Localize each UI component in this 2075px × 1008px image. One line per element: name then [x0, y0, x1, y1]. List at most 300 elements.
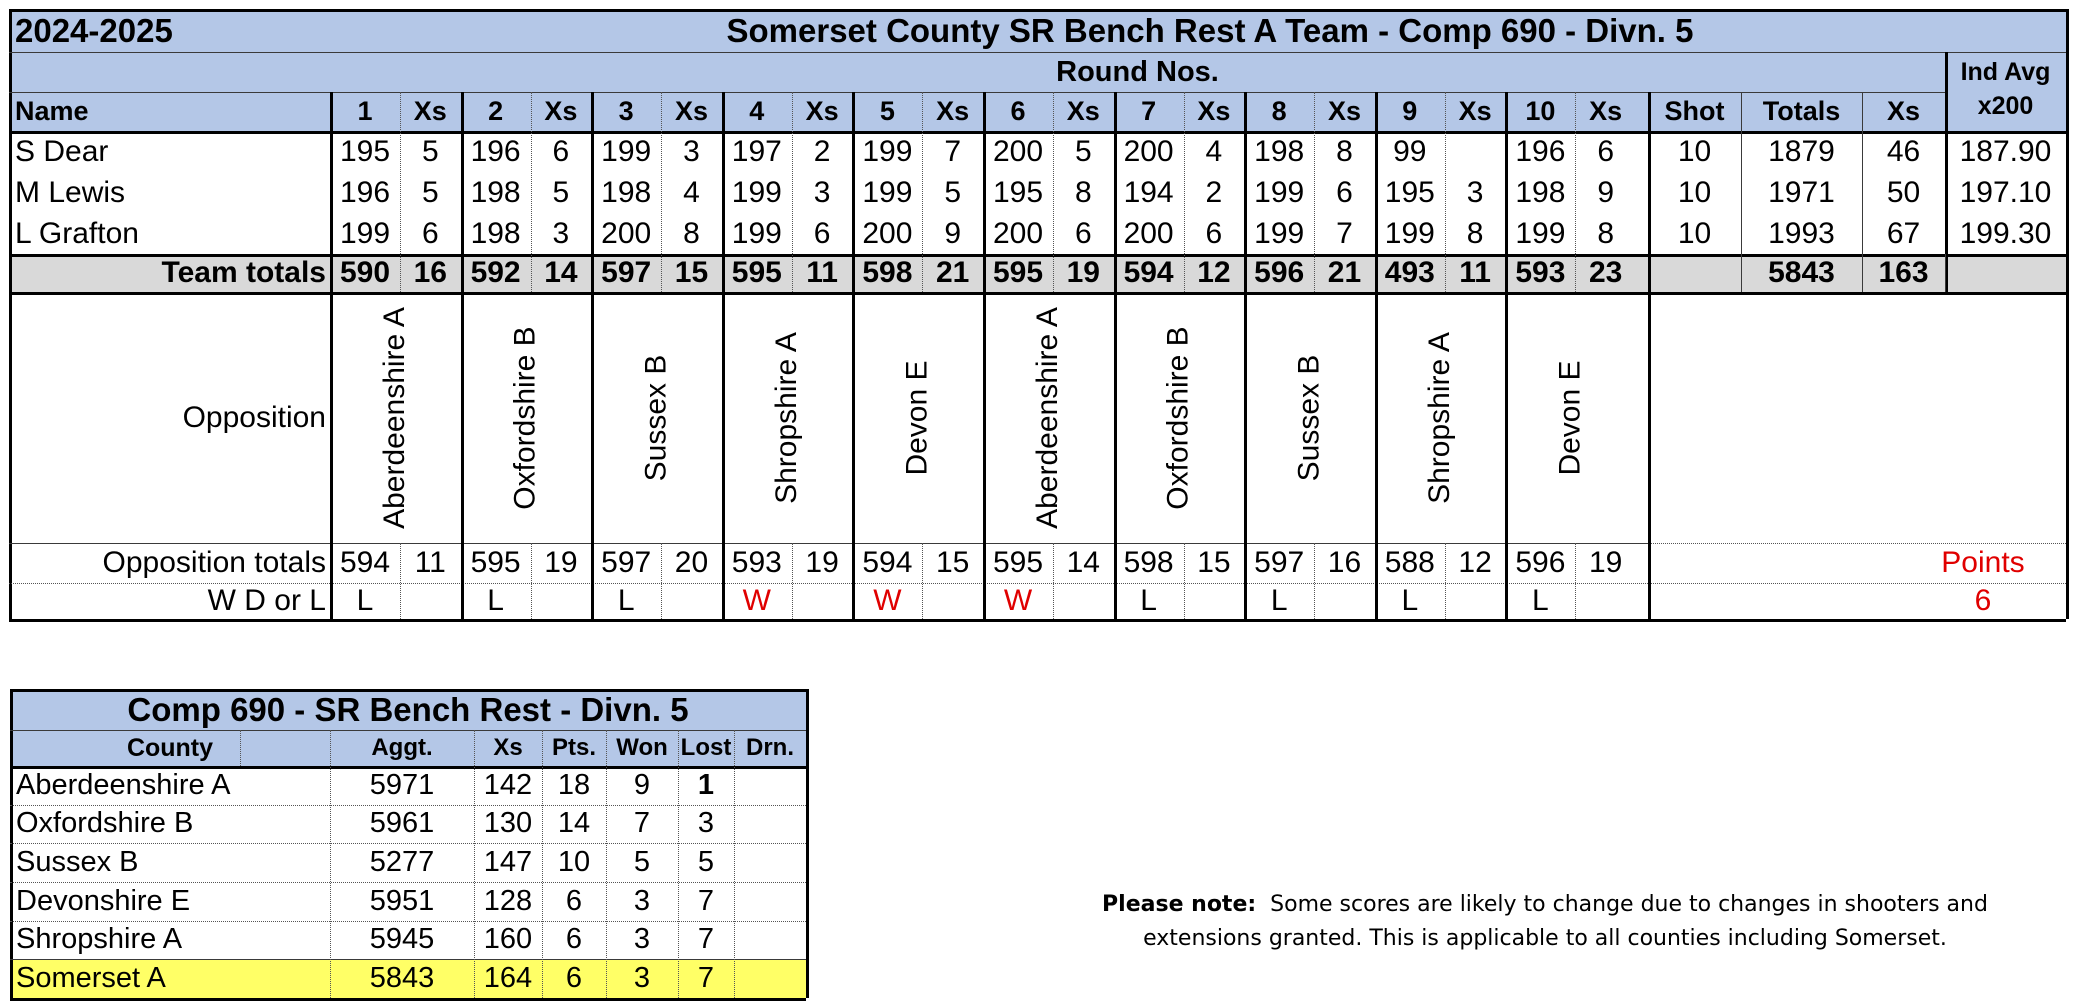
league-pts-cell: 10: [557, 846, 591, 879]
grid-line: [1375, 92, 1378, 619]
opposition-name: [330, 292, 461, 543]
league-header-pts: Pts.: [551, 734, 596, 761]
player-xs: 9: [1597, 175, 1615, 209]
opposition-xs: 15: [936, 546, 970, 579]
player-score: 99: [1393, 134, 1427, 168]
opposition-name: [722, 292, 853, 543]
league-lost-cell: 3: [697, 807, 715, 840]
team-score: 598: [862, 256, 913, 289]
grid-line: [1184, 543, 1185, 619]
opposition-xs: 14: [1066, 546, 1100, 579]
opposition-totals-label: Opposition totals: [102, 546, 326, 579]
season-label: 2024-2025: [15, 11, 173, 49]
player-score: 196: [470, 134, 521, 168]
league-xs-cell: 164: [483, 962, 533, 995]
player-score: 200: [601, 216, 652, 250]
result-value: W: [742, 584, 771, 617]
team-xs: 19: [1066, 256, 1100, 289]
opposition-name-text: Aberdeenshire A: [1031, 306, 1065, 529]
league-header-won: Won: [616, 734, 668, 761]
opposition-name-text: Oxfordshire B: [1161, 325, 1195, 510]
grid-line: [606, 730, 607, 998]
grid-line: [678, 730, 679, 998]
league-won-cell: 7: [633, 807, 651, 840]
grid-line: [10, 843, 806, 844]
player-score: 198: [1254, 134, 1305, 168]
opposition-score: 597: [601, 546, 652, 579]
player-xs: 8: [1597, 216, 1615, 250]
player-xs: 6: [1597, 134, 1615, 168]
player-score: 199: [862, 134, 913, 168]
player-score: 196: [339, 175, 391, 209]
player-score: 200: [992, 134, 1044, 168]
grid-line: [9, 9, 2066, 12]
opposition-name-text: Sussex B: [1292, 354, 1326, 481]
round-1-header: 1: [357, 96, 373, 126]
opposition-xs: 20: [674, 546, 709, 579]
league-county-cell: Aberdeenshire A: [16, 768, 231, 801]
opposition-name-text: Shropshire A: [770, 331, 804, 504]
league-drn-cell: [734, 766, 806, 805]
note-line-1: Some scores are likely to change due to changes in shooters and: [1270, 892, 1988, 917]
opposition-score: 596: [1515, 546, 1566, 579]
grid-line: [1314, 92, 1315, 292]
team-totals-avg-bg: [1945, 254, 2066, 292]
player-xs: 5: [552, 175, 570, 209]
team-score: 596: [1254, 256, 1305, 289]
league-xs-cell: 130: [483, 807, 533, 840]
name-header: Name: [15, 96, 89, 126]
player-xs: 2: [813, 134, 831, 168]
grid-line: [10, 689, 806, 692]
result-value: L: [1532, 584, 1549, 617]
player-name: M Lewis: [15, 175, 126, 209]
grid-line: [1114, 92, 1117, 619]
note-line-2: extensions granted. This is applicable to all counties including Somerset.: [1143, 926, 1947, 951]
opposition-score: 597: [1254, 546, 1305, 579]
grid-line: [9, 583, 1648, 584]
player-xs-total: 50: [1886, 175, 1921, 209]
player-score: 199: [601, 134, 652, 168]
player-score: 200: [992, 216, 1044, 250]
result-value: L: [356, 584, 374, 617]
grid-line: [10, 959, 806, 960]
grid-line: [1445, 92, 1446, 292]
team-score: 493: [1384, 256, 1435, 289]
grid-line: [9, 619, 2066, 622]
grid-line: [792, 543, 793, 619]
player-xs: 7: [1336, 216, 1353, 250]
result-value: W: [873, 584, 902, 617]
grid-line: [922, 92, 923, 292]
round-10-header: 10: [1525, 96, 1556, 126]
round-7-header: 7: [1141, 96, 1157, 126]
player-score: 194: [1123, 175, 1174, 209]
opposition-label: Opposition: [182, 400, 326, 434]
grid-line: [9, 92, 1945, 93]
player-xs: 7: [944, 134, 962, 168]
player-score: 200: [1123, 134, 1174, 168]
team-xs: 21: [936, 256, 970, 289]
opposition-name: [1244, 292, 1375, 543]
player-shot: 10: [1677, 134, 1712, 168]
opposition-xs: 19: [544, 546, 578, 579]
league-pts-cell: 6: [565, 923, 583, 956]
league-lost-cell: 7: [697, 962, 715, 995]
league-pts-cell: 18: [557, 768, 591, 801]
player-xs: 3: [1466, 175, 1484, 209]
team-xs: 12: [1197, 256, 1231, 289]
grid-line: [461, 92, 464, 619]
grid-line: [10, 805, 806, 806]
opposition-name-text: Sussex B: [639, 354, 673, 481]
player-total: 1993: [1768, 216, 1835, 250]
league-county-cell: Sussex B: [16, 846, 139, 879]
league-county-cell: Shropshire A: [16, 923, 183, 956]
player-score: 199: [1254, 175, 1305, 209]
player-score: 197: [731, 134, 782, 168]
player-xs: 8: [683, 216, 700, 250]
note-label: Please note:: [1102, 892, 1257, 917]
shot-header: Shot: [1664, 96, 1725, 126]
player-score: 198: [470, 216, 521, 250]
grid-line: [400, 92, 401, 292]
league-pts-cell: 6: [565, 884, 583, 917]
player-xs: 6: [1205, 216, 1223, 250]
player-xs: 3: [683, 134, 700, 168]
round-8-header: 8: [1271, 96, 1287, 126]
team-xs: 16: [413, 256, 447, 289]
player-xs: 5: [1074, 134, 1092, 168]
player-xs: 5: [944, 175, 962, 209]
league-header-aggt: Aggt.: [371, 734, 433, 761]
result-value: L: [1140, 584, 1157, 617]
team-score: 597: [601, 256, 652, 289]
player-shot: 10: [1677, 175, 1712, 209]
player-xs: 4: [683, 175, 700, 209]
team-score: 590: [339, 256, 391, 289]
team-xs: 23: [1589, 256, 1623, 289]
league-drn-cell: [734, 882, 806, 921]
xs-total-header: Xs: [1886, 96, 1921, 126]
player-xs: 6: [552, 134, 570, 168]
league-xs-cell: 147: [483, 846, 533, 879]
grid-line: [9, 52, 2066, 53]
grid-line: [10, 921, 806, 922]
player-score: 199: [731, 216, 782, 250]
league-lost-cell: 1: [697, 768, 715, 801]
opposition-name: [852, 292, 983, 543]
round-1-xs-header: Xs: [413, 96, 447, 126]
player-score: 199: [862, 175, 913, 209]
league-pts-cell: 6: [565, 962, 583, 995]
league-header-county: County: [126, 733, 214, 762]
player-score: 199: [1384, 216, 1435, 250]
round-9-xs-header: Xs: [1458, 96, 1492, 126]
opposition-score: 598: [1123, 546, 1174, 579]
grid-line: [591, 92, 594, 619]
team-xs: 11: [806, 256, 838, 289]
grid-line: [1244, 92, 1247, 619]
league-drn-cell: [734, 805, 806, 844]
league-lost-cell: 7: [697, 923, 715, 956]
player-xs: 9: [944, 216, 962, 250]
grid-line: [983, 92, 986, 619]
player-xs: 5: [421, 134, 439, 168]
opposition-name-text: Aberdeenshire A: [378, 306, 412, 529]
points-value: 6: [1974, 584, 1992, 617]
totals-header: Totals: [1762, 96, 1841, 126]
result-value: L: [1401, 584, 1419, 617]
sheet-title: Somerset County SR Bench Rest A Team - Comp 690 - Divn. 5: [726, 11, 1694, 49]
result-value: L: [617, 584, 635, 617]
player-xs: 8: [1466, 216, 1484, 250]
grid-line: [531, 543, 532, 619]
grid-line: [1575, 543, 1576, 619]
grid-line: [1445, 543, 1446, 619]
grid-line: [792, 92, 793, 292]
league-pts-cell: 14: [557, 807, 591, 840]
team-xs: 21: [1327, 256, 1362, 289]
round-7-xs-header: Xs: [1197, 96, 1231, 126]
player-xs: 8: [1336, 134, 1353, 168]
grid-line: [9, 543, 1648, 544]
team-score: 595: [731, 256, 782, 289]
grid-line: [852, 92, 855, 619]
league-drn-cell: [734, 959, 806, 998]
league-xs-cell: 128: [483, 884, 533, 917]
league-won-cell: 3: [633, 884, 651, 917]
player-xs: 3: [813, 175, 831, 209]
grid-line: [1575, 92, 1576, 292]
league-aggt-cell: 5945: [369, 923, 435, 956]
opposition-score: 595: [470, 546, 521, 579]
player-score: 199: [1254, 216, 1305, 250]
league-aggt-cell: 5951: [369, 884, 435, 917]
team-score: 594: [1123, 256, 1174, 289]
player-xs: 6: [813, 216, 831, 250]
ind-avg-label: Ind Avg: [1960, 57, 2051, 86]
opposition-name: [1375, 292, 1506, 543]
grid-line: [9, 9, 12, 619]
round-10-xs-header: Xs: [1589, 96, 1623, 126]
player-xs: 2: [1205, 175, 1223, 209]
grid-line: [1862, 92, 1863, 292]
grid-line: [2066, 9, 2069, 619]
team-totals-label: Team totals: [161, 256, 326, 289]
player-total: 1879: [1768, 134, 1835, 168]
opposition-name: [461, 292, 592, 543]
round-3-header: 3: [618, 96, 634, 126]
opposition-xs: 19: [805, 546, 839, 579]
player-name: S Dear: [15, 134, 109, 168]
team-xs: 11: [1459, 256, 1491, 289]
player-avg: 197.10: [1959, 175, 2052, 209]
team-xs: 15: [674, 256, 709, 289]
grid-line: [661, 543, 662, 619]
player-avg: 199.30: [1959, 216, 2052, 250]
grid-line: [10, 766, 806, 769]
opposition-xs: 19: [1589, 546, 1623, 579]
opposition-name-text: Devon E: [900, 359, 934, 476]
team-xs-total: 163: [1878, 256, 1929, 289]
player-xs: 6: [1074, 216, 1092, 250]
player-score: 198: [470, 175, 521, 209]
player-xs: 4: [1205, 134, 1223, 168]
player-score: 195: [1384, 175, 1435, 209]
grid-line: [922, 543, 923, 619]
grid-line: [661, 92, 662, 292]
grid-line: [1314, 543, 1315, 619]
league-xs-cell: 142: [483, 768, 533, 801]
league-header-lost: Lost: [680, 734, 732, 761]
league-aggt-cell: 5843: [369, 962, 435, 995]
grid-line: [1053, 92, 1054, 292]
player-score: 195: [339, 134, 391, 168]
league-won-cell: 9: [633, 768, 651, 801]
opposition-xs: 15: [1197, 546, 1231, 579]
player-xs: 6: [1336, 175, 1353, 209]
player-score: 199: [1515, 216, 1566, 250]
grid-line: [542, 730, 543, 998]
opposition-score: 594: [339, 546, 391, 579]
player-score: 199: [731, 175, 782, 209]
league-county-cell: Devonshire E: [16, 884, 191, 917]
round-4-xs-header: Xs: [805, 96, 839, 126]
team-score: 592: [470, 256, 521, 289]
round-5-header: 5: [879, 96, 895, 126]
grid-line: [722, 92, 725, 619]
league-won-cell: 5: [633, 846, 651, 879]
league-header-xs: Xs: [493, 734, 523, 761]
league-lost-cell: 7: [697, 884, 715, 917]
opposition-name-text: Shropshire A: [1423, 331, 1457, 504]
league-header-drn: Drn.: [746, 734, 794, 761]
opposition-score: 595: [992, 546, 1044, 579]
grid-line: [1741, 92, 1742, 292]
league-aggt-cell: 5961: [369, 807, 435, 840]
player-xs: 5: [421, 175, 439, 209]
league-won-cell: 3: [633, 962, 651, 995]
round-9-header: 9: [1402, 96, 1418, 126]
opposition-name: [591, 292, 722, 543]
result-value: W: [1003, 584, 1033, 617]
round-6-xs-header: Xs: [1066, 96, 1100, 126]
opposition-xs: 12: [1458, 546, 1492, 579]
player-xs: 8: [1074, 175, 1092, 209]
grid-line: [10, 730, 806, 731]
round-4-header: 4: [749, 96, 765, 126]
grid-line: [1648, 583, 2066, 584]
grid-line: [1648, 92, 1651, 619]
opposition-name: [1114, 292, 1245, 543]
grid-line: [330, 730, 331, 998]
player-xs: 6: [421, 216, 439, 250]
opposition-name: [983, 292, 1114, 543]
player-score: 196: [1515, 134, 1566, 168]
round-2-xs-header: Xs: [544, 96, 578, 126]
opposition-xs: 11: [414, 546, 446, 579]
opposition-score: 593: [731, 546, 782, 579]
grid-line: [10, 998, 806, 1001]
player-score: 199: [339, 216, 391, 250]
opposition-score: 594: [862, 546, 913, 579]
grid-line: [474, 730, 475, 998]
please-note: [1080, 888, 2010, 960]
points-label: Points: [1941, 546, 2025, 579]
wdl-label: W D or L: [207, 584, 326, 617]
player-avg: 187.90: [1959, 134, 2052, 168]
opposition-name: [1505, 292, 1636, 543]
grid-line: [734, 730, 735, 998]
league-aggt-cell: 5971: [369, 768, 435, 801]
grid-line: [240, 730, 241, 766]
player-score: 195: [992, 175, 1044, 209]
grid-line: [10, 882, 806, 883]
league-county-cell: Oxfordshire B: [16, 807, 194, 840]
league-lost-cell: 5: [697, 846, 715, 879]
player-name: L Grafton: [15, 216, 139, 250]
x200-label: x200: [1977, 91, 2034, 120]
league-won-cell: 3: [633, 923, 651, 956]
player-score: 200: [1123, 216, 1174, 250]
team-score: 595: [992, 256, 1044, 289]
league-county-cell: Somerset A: [16, 962, 166, 995]
grid-line: [1184, 92, 1185, 292]
player-xs: [1445, 131, 1506, 172]
grid-line: [9, 292, 2066, 295]
grid-line: [9, 131, 2066, 134]
league-drn-cell: [734, 843, 806, 882]
result-value: L: [1270, 584, 1288, 617]
grid-line: [531, 92, 532, 292]
grid-line: [330, 92, 333, 619]
player-total: 1971: [1768, 175, 1835, 209]
opposition-name-text: Devon E: [1553, 359, 1587, 476]
player-xs-total: 46: [1886, 134, 1921, 168]
team-score: 593: [1515, 256, 1566, 289]
round-3-xs-header: Xs: [674, 96, 708, 126]
league-aggt-cell: 5277: [369, 846, 435, 879]
opposition-name-text: Oxfordshire B: [508, 325, 542, 510]
league-drn-cell: [734, 921, 806, 960]
round-5-xs-header: Xs: [936, 96, 970, 126]
round-nos-label: Round Nos.: [1056, 55, 1219, 88]
grid-line: [1648, 543, 2066, 544]
opposition-xs: 16: [1327, 546, 1362, 579]
grid-line: [1053, 543, 1054, 619]
team-total: 5843: [1768, 256, 1835, 289]
player-score: 198: [601, 175, 652, 209]
round-2-header: 2: [488, 96, 504, 126]
player-score: 198: [1515, 175, 1566, 209]
grid-line: [806, 689, 809, 998]
grid-line: [9, 254, 2066, 257]
team-xs: 14: [544, 256, 578, 289]
round-6-header: 6: [1010, 96, 1026, 126]
league-xs-cell: 160: [483, 923, 533, 956]
grid-line: [400, 543, 401, 619]
player-shot: 10: [1677, 216, 1712, 250]
opposition-score: 588: [1384, 546, 1435, 579]
player-xs-total: 67: [1886, 216, 1921, 250]
player-score: 200: [862, 216, 913, 250]
grid-line: [1505, 92, 1508, 619]
result-value: L: [487, 584, 504, 617]
grid-line: [1945, 254, 1946, 292]
round-8-xs-header: Xs: [1327, 96, 1361, 126]
league-title: Comp 690 - SR Bench Rest - Divn. 5: [127, 690, 689, 728]
